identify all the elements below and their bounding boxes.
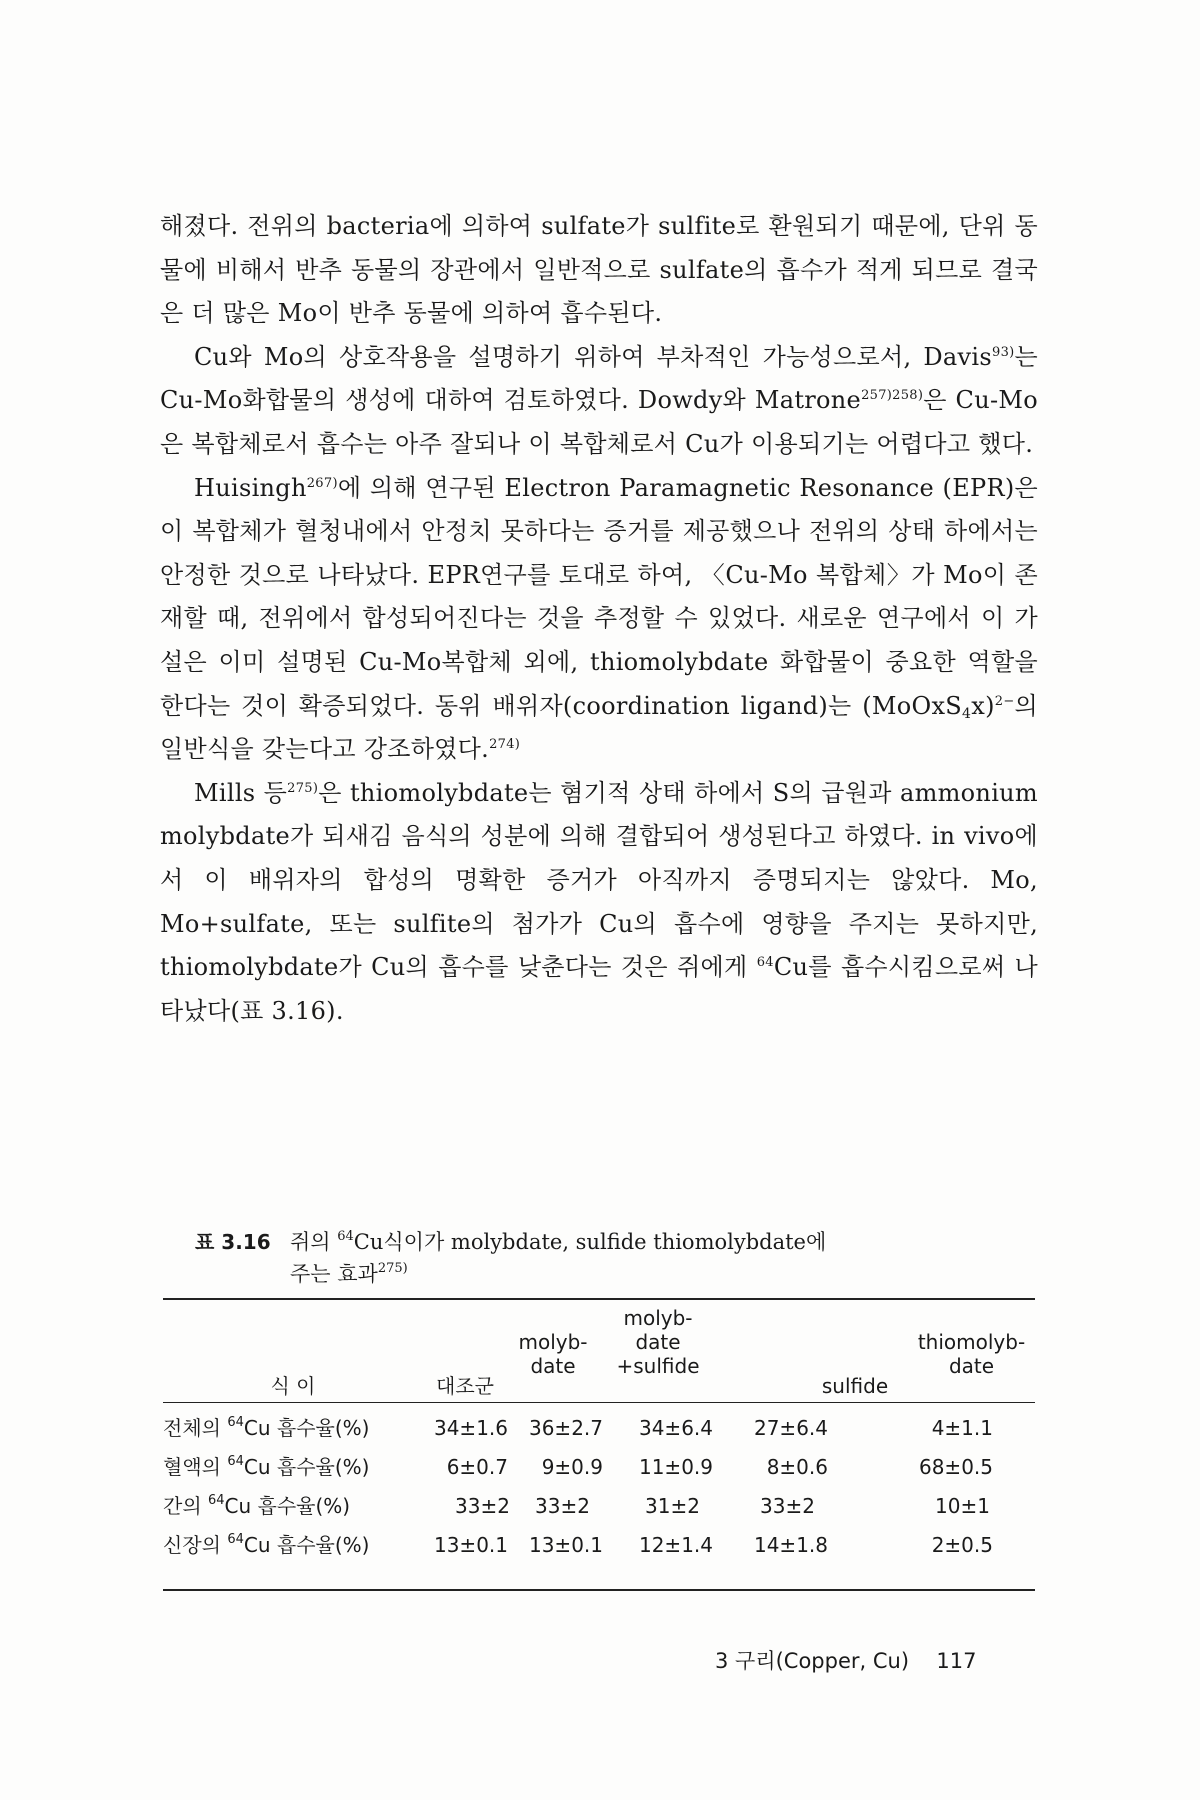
row-1-thio: 4±1.1 [931,1416,993,1440]
paragraph-1-text: 해졌다. 전위의 bacteria에 의하여 sulfate가 sulfite로 환원되기 때문에, 단위 동물에 비해서 반추 동물의 장관에서 일반적으로 sulfate의 흡수가 적게 되므로 결국은 더 많은 Mo이 반추 동물에 의하여 흡수된다. [160,212,1038,328]
header-mosulf-line-3: +sulfide [616,1354,700,1378]
row-1-label-b: Cu 흡수율(%) [243,1416,370,1440]
row-3-label [163,1494,350,1518]
table-bottom-rule [163,1589,1035,1591]
paragraph-3-text-a: Huisingh [194,473,307,502]
header-mosulf [603,1306,713,1378]
reference-275: 275) [287,780,319,796]
header-thio-line-2: date [948,1354,995,1378]
row-4-label-a: 신장의 [163,1533,228,1557]
row-2-control: 6±0.7 [446,1455,508,1479]
row-2-label-b: Cu 흡수율(%) [243,1455,370,1479]
paragraph-3-text-d: 의 일반식을 갖는다고 강조하였다. [160,691,1038,764]
row-3-mosulf: 31±2 [645,1494,700,1518]
row-3-isotope: 64 [208,1493,225,1508]
paragraph-4 [160,772,1038,1034]
page-footer [715,1645,1045,1675]
header-molybdate-line-2: date [530,1354,576,1378]
row-4-mosulf: 12±1.4 [638,1533,713,1557]
reference-274: 274) [489,737,521,753]
header-mosulf-line-1: molyb- [623,1306,693,1330]
header-diet: 식 이 [270,1374,316,1398]
paragraph-2-text-b: 는 Cu-Mo화합물의 생성에 대하여 검토하였다. Dowdy와 Matrone [160,342,1038,415]
reference-267: 267) [306,475,338,491]
paragraph-1 [160,205,1038,336]
caption-line-2 [290,1258,990,1290]
row-4-label-b: Cu 흡수율(%) [243,1533,370,1557]
paragraph-2-text-a: Cu와 Mo의 상호작용을 설명하기 위하여 부차적인 가능성으로서, Davis [194,342,992,371]
row-3-label-a: 간의 [163,1494,208,1518]
table-caption-text [290,1226,990,1290]
header-thio-line-1: thiomolyb- [917,1330,1026,1354]
row-1-control: 34±1.6 [433,1416,508,1440]
row-4-sulfide: 14±1.8 [753,1533,828,1557]
reference-93: 93) [992,344,1015,360]
caption-text-c: 주는 효과 [290,1262,378,1286]
formula-subscript: 4 [962,705,972,722]
row-4-control: 13±0.1 [433,1533,508,1557]
row-3-sulfide: 33±2 [760,1494,815,1518]
table-label: 표 3.16 [195,1230,271,1254]
row-2-sulfide: 8±0.6 [766,1455,828,1479]
reference-257-258: 257)258) [861,388,924,404]
running-footer-chapter: 3 구리(Copper, Cu) [715,1649,910,1673]
row-1-sulfide: 27±6.4 [753,1416,828,1440]
row-3-control: 33±2 [455,1494,510,1518]
row-2-isotope: 64 [227,1454,244,1469]
row-1-label-a: 전체의 [163,1416,228,1440]
caption-text-b: Cu식이가 molybdate, sulfide thiomolybdate에 [353,1230,827,1254]
paragraph-3-text-b: 에 의해 연구된 Electron Paramagnetic Resonance (EPR)은 이 복합체가 혈청내에서 안정치 못하다는 증거를 제공했으나 전위의 상태 하에서는 안정한 것으로 나타났다. EPR연구를 토대로 하여, 〈Cu-Mo 복합체〉가 Mo이 존재할 때, 전위에서 합성되어진다는 것을 추정할 수 있었다. 새로운 연구에서 이 가설은 이미 설명된 Cu-Mo복합체 외에, thiomolybdate 화합물이 중요한 역할을 한다는 것이 확증되었다. 동위 배위자(coordination ligand)는 (MoOxS [160,473,1038,720]
table-header-rule [163,1402,1035,1403]
row-3-thio: 10±1 [935,1494,990,1518]
caption-reference: 275) [377,1261,408,1276]
header-control: 대조군 [436,1374,494,1398]
row-2-molybdate: 9±0.9 [541,1455,603,1479]
row-4-label [163,1533,369,1557]
page-number: 117 [936,1649,977,1673]
body-text [160,205,1038,1033]
formula-charge: 2− [994,693,1015,709]
row-1-molybdate: 36±2.7 [528,1416,603,1440]
paragraph-2 [160,336,1038,467]
caption-text-a: 쥐의 [290,1230,338,1254]
isotope-superscript: 64 [756,955,774,971]
header-thiomolybdate [908,1330,1035,1378]
paragraph-4-text-c: Cu를 흡수시킴으로써 나타났다(표 3.16). [160,953,1038,1025]
row-1-isotope: 64 [227,1415,244,1430]
header-sulfide: sulfide [821,1374,889,1398]
row-2-label [163,1455,369,1479]
header-molybdate-line-1: molyb- [518,1330,588,1354]
row-4-molybdate: 13±0.1 [528,1533,603,1557]
row-4-isotope: 64 [227,1532,244,1547]
paragraph-3 [160,467,1038,772]
paragraph-3-text-c: x) [971,691,995,720]
row-2-mosulf: 11±0.9 [638,1455,713,1479]
paragraph-2-text-c: 은 Cu-Mo은 복합체로서 흡수는 아주 잘되나 이 복합체로서 Cu가 이용되기는 어렵다고 했다. [160,386,1038,458]
row-1-mosulf: 34±6.4 [638,1416,713,1440]
header-molybdate [503,1330,603,1378]
table-top-rule [163,1298,1035,1300]
row-2-thio: 68±0.5 [918,1455,993,1479]
paragraph-4-text-a: Mills 등 [194,778,288,807]
row-1-label [163,1416,369,1440]
row-3-label-b: Cu 흡수율(%) [224,1494,351,1518]
paragraph-4-text-b: 은 thiomolybdate는 혐기적 상태 하에서 S의 급원과 ammonium molybdate가 되새김 음식의 성분에 의해 결합되어 생성된다고 하였다. in vivo에서 이 배위자의 합성의 명확한 증거가 아직까지 증명되지는 않았다. Mo, Mo+sulfate, 또는 sulfite의 첨가가 Cu의 흡수에 영향을 주지는 못하지만, thiomolybdate가 Cu의 흡수를 낮춘다는 것은 쥐에게 [160,778,1038,982]
row-4-thio: 2±0.5 [931,1533,993,1557]
caption-isotope: 64 [337,1229,354,1244]
row-3-molybdate: 33±2 [535,1494,590,1518]
caption-line-1 [290,1226,990,1258]
row-2-label-a: 혈액의 [163,1455,228,1479]
header-mosulf-line-2: date [635,1330,681,1354]
